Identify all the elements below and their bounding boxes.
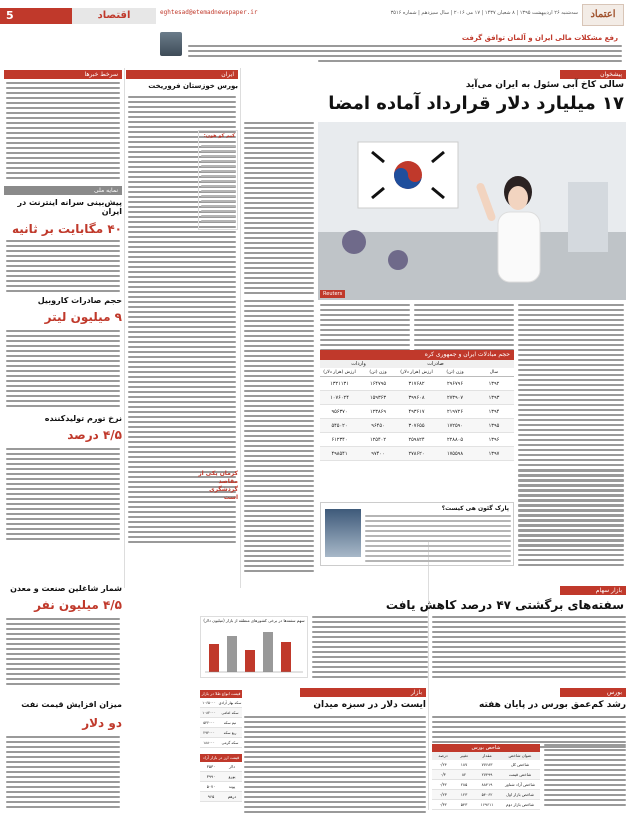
trade-table-cell: ۶۱۲۳۴۰ — [331, 437, 348, 443]
market-table-cell: ۰/۳۲ — [439, 802, 447, 807]
top-brief — [160, 32, 626, 70]
gold-table-cell: ۱۰۶۵۰۰۰ — [202, 701, 216, 705]
market-table-cell: ۸۲ — [461, 772, 467, 777]
trade-col-ex-weight: وزن (تن) — [446, 370, 464, 375]
gold-table-cell: ۵۴۲۰۰۰ — [203, 721, 215, 725]
trade-table-cell: ۹۷۴۰۰ — [371, 451, 385, 457]
trade-table-row — [320, 447, 514, 461]
market-table-cell: ۱۶۹۶۱۱ — [480, 802, 494, 807]
market-table-row — [432, 800, 540, 810]
trade-group-imports: واردات — [351, 361, 366, 367]
trade-table-cell: ۲۷۳۹۰۷ — [446, 395, 464, 401]
trade-table-cell: ۱۲۵۴۰۲ — [369, 437, 387, 443]
dateline: سه‌شنبه ۲۶ اردیبهشت ۱۳۹۵ | ۸ شعبان ۱۴۳۷ | ۱۷ می ۲۰۱۶ | سال سیزدهم | شماره ۳۵۱۶ — [390, 10, 578, 16]
trade-table-cell: ۱۰۷۶۰۲۴ — [330, 395, 349, 401]
photo-scene — [318, 122, 626, 300]
trade-table-cell: ۴۹۸۵۴۱ — [331, 451, 348, 457]
sidebar-kicker: ایران — [126, 70, 238, 79]
trade-table-cell: ۱۶۴۷۹۵ — [369, 381, 387, 387]
gold-table-row — [200, 728, 242, 738]
left-headline-2: حجم صادرات کاروبیل — [37, 296, 122, 305]
main-photo — [318, 122, 626, 300]
bottom-mid-headline: ایست دلار در سبزه میدان — [313, 700, 426, 710]
trade-table-row — [320, 391, 514, 405]
market-table-row — [432, 770, 540, 780]
trade-col-im-value: ارزش (هزار دلار) — [323, 370, 356, 375]
trade-col-ex-value: ارزش (هزار دلار) — [400, 370, 433, 375]
trade-table-cell: ۵۴۵۰۲۰ — [331, 423, 348, 429]
gold-table-cell: ۱۸۸۰۰۰ — [203, 741, 215, 745]
market-col-change: تغییر — [460, 753, 468, 758]
trade-table-cell: ۹۶۴۵۰ — [371, 423, 385, 429]
market-table-cell: ۵۴۳ — [460, 802, 468, 807]
gold-table-cell: سکه امامی — [221, 711, 239, 715]
chart-caption: سهم سفته‌ها در برخی کشورهای منطقه از بازار (میلیون دلار) — [203, 618, 305, 623]
fx-table-cell: ۳۹۹۰ — [206, 774, 216, 779]
market-table-cell: شاخص بازار دوم — [506, 802, 534, 807]
trade-table-cell: ۲۷۸۶۲۰ — [408, 451, 425, 457]
fx-table-cell: یورو — [228, 774, 236, 779]
market-table-row — [432, 780, 540, 790]
trade-table — [320, 350, 514, 462]
left-value-3: ۴/۵ درصد — [67, 428, 122, 442]
gold-table-row — [200, 708, 242, 718]
main-kicker: پیشخوان — [560, 70, 626, 79]
fx-table-cell: ۹۶۵ — [207, 794, 215, 799]
fx-table-row — [200, 762, 242, 772]
trade-table-cell: ۲۲۸۸۰۵ — [446, 437, 464, 443]
trade-table-cell: ۱۳۹۵ — [488, 423, 500, 429]
fx-table-cell: پوند — [228, 784, 236, 789]
newspaper-logo: اعتماد — [582, 4, 624, 26]
photo-credit: Reuters — [320, 290, 345, 298]
trade-table-cell: ۳۰۷۶۵۵ — [408, 423, 425, 429]
trade-col-im-weight: وزن (تن) — [369, 370, 387, 375]
market-table-cell: ۱۸۷ — [460, 762, 468, 767]
market-table-cell: ۲۷۴۹۹ — [481, 772, 493, 777]
fx-table-row — [200, 792, 242, 802]
fx-table-cell: دلار — [229, 764, 235, 769]
trade-table-cell: ۱۳۹۳ — [488, 395, 500, 401]
trade-table-cell: ۳۱۷۶۸۲ — [408, 381, 425, 387]
bottom-kicker: بازار سهام — [560, 586, 626, 595]
fx-table-row — [200, 772, 242, 782]
trade-table-row — [320, 419, 514, 433]
quote-box — [198, 130, 238, 230]
gold-table-cell: سکه گرمی — [221, 741, 239, 745]
left-headline-3: نرخ تورم تولیدکننده — [44, 414, 122, 423]
gold-table-cell: ربع سکه — [223, 731, 237, 735]
trade-table-cell: ۲۹۶۷۹۶ — [446, 381, 464, 387]
sidebar-title: بورس خوزستان فروریخت — [148, 82, 238, 90]
trade-table-title: حجم مبادلات ایران و جمهوری کره — [320, 350, 514, 360]
trade-table-cell: ۱۵۹۳۶۳ — [369, 395, 387, 401]
profile-title: پارک گئون هی کیست؟ — [441, 505, 509, 512]
market-table-cell: ۰/۳۲ — [439, 782, 447, 787]
left-headline-5: میزان افزایش قیمت نفت — [21, 700, 122, 709]
fx-table-row — [200, 782, 242, 792]
market-table-cell: ۵۴۰۶۲ — [481, 792, 493, 797]
trade-table-row — [320, 377, 514, 391]
market-table-cell: شاخص آزاد شناور — [504, 782, 536, 787]
market-table-cell: ۰/۲۴ — [439, 762, 447, 767]
gold-table-row — [200, 698, 242, 708]
profile-box — [320, 502, 514, 566]
trade-table-row — [320, 433, 514, 447]
masthead-bar — [0, 0, 630, 32]
trade-col-year: سال — [489, 370, 499, 375]
bottom-mid-kicker: بازار — [300, 688, 426, 697]
section-title: اقتصاد — [72, 8, 156, 24]
market-table-cell: ۱۲۳ — [460, 792, 468, 797]
bottom-right-kicker: بورس — [560, 688, 626, 697]
bottom-headline: سفته‌های برگشتی ۴۷ درصد کاهش یافت — [385, 598, 624, 612]
market-table-cell: شاخص بازار اول — [506, 792, 534, 797]
trade-table-row — [320, 405, 514, 419]
fx-table-title: قیمت ارز در بازار آزاد — [200, 754, 242, 762]
left-kicker: سرخط خبرها — [4, 70, 122, 79]
left-value-1: ۴۰ مگابایت بر ثانیه — [12, 222, 122, 236]
left-value-4: ۴/۵ میلیون نفر — [34, 598, 122, 612]
market-table — [432, 744, 540, 814]
market-table-title: شاخص بورس — [432, 744, 540, 752]
main-subtitle: سالی کاخ آبی سئول به ایران می‌آید — [465, 80, 624, 90]
trade-table-cell: ۳۹۹۶۰۸ — [408, 395, 425, 401]
profile-portrait — [325, 509, 361, 557]
market-table-cell: ۰/۳ — [440, 772, 446, 777]
bar-chart-graphic — [201, 624, 307, 674]
trade-table-cell: ۴۹۳۶۱۷ — [408, 409, 425, 415]
market-table-cell: ۲۸۵ — [460, 782, 468, 787]
trade-group-exports: صادرات — [427, 361, 444, 367]
fx-table-cell: ۳۵۳۰ — [206, 764, 216, 769]
bottom-chart — [200, 616, 308, 678]
trade-table-cell: ۱۳۹۶ — [488, 437, 500, 443]
market-table-cell: شاخص کل — [510, 762, 530, 767]
quote-callout: کرمان یکی از مقاصد گردشگری است — [198, 470, 238, 501]
fx-table — [200, 754, 242, 810]
quote-title: کیم کو هون: — [203, 133, 235, 139]
market-table-cell: ۷۷۶۸۳ — [481, 762, 493, 767]
market-col-pct: درصد — [438, 753, 448, 758]
fx-table-cell: درهم — [227, 794, 237, 799]
trade-table-cell: ۲۱۹۷۲۶ — [446, 409, 464, 415]
left-headline-1: پیش‌بینی سرانه اینترنت در ایران — [17, 198, 122, 216]
trade-table-cell: ۱۷۵۵۹۸ — [446, 451, 464, 457]
fx-table-cell: ۵۰۷۰ — [206, 784, 216, 789]
gold-table-cell: ۲۹۴۰۰۰ — [203, 731, 215, 735]
left-value-5: دو دلار — [82, 716, 122, 730]
trade-table-cell: ۹۵۶۳۷۰ — [331, 409, 348, 415]
trade-table-cell: ۱۲۳۸۶۹ — [369, 409, 387, 415]
bottom-right-headline: رشد کم‌عمق بورس در پایان هفته — [479, 700, 626, 710]
trade-table-cell: ۱۳۹۷ — [488, 451, 500, 457]
gold-table-title: قیمت انواع طلا در بازار — [201, 691, 241, 696]
left-value-2: ۹ میلیون لیتر — [44, 310, 122, 324]
left-headline-4: شمار شاغلین صنعت و معدن — [10, 584, 122, 593]
gold-table-row — [200, 718, 242, 728]
gold-table-cell: نیم سکه — [223, 721, 237, 725]
gold-table-cell: سکه بهار آزادی — [218, 701, 242, 705]
gold-table-cell: ۱۰۸۲۰۰۰ — [202, 711, 216, 715]
left-sub-kicker: نمایه ملی — [4, 186, 122, 195]
market-table-cell: ۰/۲۳ — [439, 792, 447, 797]
avatar — [160, 32, 182, 56]
trade-table-cell: ۱۳۹۲ — [488, 381, 500, 387]
market-col-value: مقدار — [482, 753, 492, 758]
market-table-cell: شاخص قیمت — [508, 772, 532, 777]
gold-table — [200, 690, 242, 750]
market-table-row — [432, 760, 540, 770]
market-table-cell: ۸۸۴۱۹ — [481, 782, 493, 787]
page-number: 5 — [0, 8, 72, 24]
trade-table-cell: ۲۵۹۸۲۴ — [408, 437, 425, 443]
gold-table-row — [200, 738, 242, 748]
section-email[interactable]: eghtesad@etemadnewspaper.ir — [160, 9, 258, 16]
top-brief-title: رفع مشکلات مالی ایران و آلمان توافق گرفت — [461, 34, 618, 42]
trade-table-cell: ۱۷۲۵۹۰ — [446, 423, 464, 429]
market-col-name: عنوان شاخص — [508, 753, 532, 758]
trade-table-cell: ۱۳۹۴ — [488, 409, 500, 415]
trade-table-cell: ۱۳۲۱۱۳۱ — [330, 381, 349, 387]
main-headline: ۱۷ میلیارد دلار قرارداد آماده امضا — [328, 93, 624, 114]
market-table-row — [432, 790, 540, 800]
